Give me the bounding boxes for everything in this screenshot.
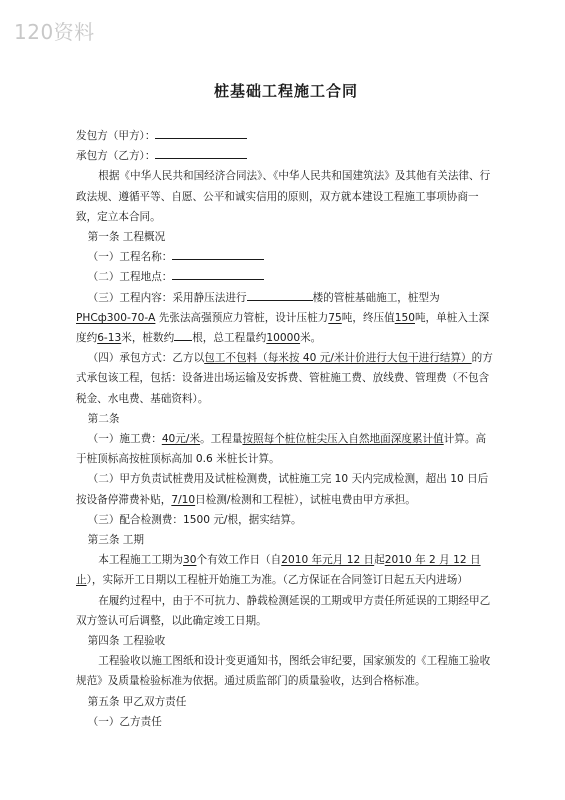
project-site-line (76, 267, 494, 287)
contract-body (76, 126, 494, 732)
test-days: 7/10 (171, 493, 196, 506)
party-b-label: 承包方（乙方）： (76, 150, 156, 163)
mode-text: （四）承包方式：乙方以 (87, 352, 205, 365)
schedule-text: 本工程施工工期为 (98, 554, 183, 567)
pile-type: PHCф300-70-A (76, 311, 156, 324)
fee-text: （一）施工费： (87, 433, 162, 446)
test-text: （二）甲方负责试桩费用及试桩检测费，试桩施工完 10 天内完成检测，超出 10 日后按设备停滞费补贴， (76, 473, 489, 506)
intro-paragraph: 根据《中华人民共和国经济合同法》、《中华人民共和国建筑法》及其他有关法律、行政法规、遵循平等、自愿、公平和诚实信用的原则，双方就本建设工程施工事项协商一致，定立本合同。 (76, 170, 491, 223)
final-pressure-value: 150 (394, 311, 415, 324)
end-date: 2010 年 2 月 12 日止 (76, 554, 481, 587)
inspection-fee-paragraph: （三）配合检测费：1500 元/根，据实结算。 (87, 513, 302, 526)
mode-terms: 包工不包料（每米按 40 元/米计价进行大包干进行结算） (204, 352, 472, 365)
party-a-line (76, 126, 494, 146)
schedule-text: ），实际开工日期以工程桩开始施工为准。（乙方保证在合同签订日起五天内进场） (86, 574, 468, 587)
party-a-label: 发包方（甲方）： (76, 130, 156, 142)
total-length-value: 10000 (266, 332, 301, 345)
article-1-heading: 第一条 工程概况 (87, 231, 166, 244)
content-text: 先张法高强预应力管桩，设计压桩力 (158, 311, 329, 324)
building-blank[interactable] (247, 288, 313, 301)
fee-text: 计算。高于桩顶标高按桩顶标高加 0.6 米桩长计算。 (76, 433, 487, 466)
content-text: （三）工程内容：采用静压法进行 (87, 291, 247, 304)
schedule-text: 起 (374, 554, 385, 567)
delay-paragraph: 在履约过程中，由于不可抗力、静载检测延误的工期或甲方责任所延误的工期经甲乙双方签认可后调整，以此确定竣工日期。 (76, 594, 491, 627)
party-b-blank[interactable] (155, 146, 247, 159)
content-text: 楼的管桩基础施工，桩型为 (312, 291, 440, 304)
project-site-blank[interactable] (172, 267, 264, 280)
schedule-text: 个有效工作日（自 (196, 554, 282, 567)
project-name-line (76, 247, 494, 267)
content-text: 米。 (300, 332, 322, 345)
mode-text: 的方式承包该工程，包括：设备进出场运输及安拆费、管桩施工费、放线费、管理费（不包含税金、水电费、基础资料）。 (76, 352, 493, 405)
project-name-label: （一）工程名称： (87, 251, 173, 264)
content-text: 根，总工程量约 (192, 332, 267, 345)
start-date: 2010 年元月 12 日 (281, 554, 375, 567)
schedule-paragraph (76, 550, 494, 590)
article-4-heading: 第四条 工程验收 (87, 635, 166, 648)
quantity-rule: 按照每个桩位桩尖压入自然地面深度累计值 (242, 433, 444, 446)
article-5-heading: 第五条 甲乙双方责任 (87, 695, 187, 708)
pile-count-blank[interactable] (174, 328, 192, 341)
article-3-heading: 第三条 工期 (87, 534, 144, 547)
contract-mode-paragraph (76, 348, 494, 409)
unit-price: 40元/米 (161, 433, 201, 446)
article-2-heading: 第二条 (87, 412, 120, 425)
content-text: 米，桩数约 (121, 332, 175, 345)
contract-title: 桩基础工程施工合同 (213, 82, 358, 100)
construction-fee-paragraph (76, 429, 494, 469)
project-name-blank[interactable] (172, 247, 264, 260)
party-b-duty-heading: （一）乙方责任 (87, 715, 162, 728)
project-site-label: （二）工程地点： (87, 271, 173, 284)
work-days: 30 (183, 554, 197, 567)
content-text: 吨，终压值 (341, 311, 395, 324)
acceptance-paragraph: 工程验收以施工图纸和设计变更通知书，图纸会审纪要，国家颁发的《工程施工验收规范》及质量检验标准为依据。通过质监部门的质量验收，达到合格标准。 (76, 655, 491, 688)
fee-text: 。工程量 (200, 433, 243, 446)
test-text: 日检测/检测和工程桩），试桩电费由甲方承担。 (195, 493, 416, 506)
party-a-blank[interactable] (155, 126, 247, 139)
test-pile-paragraph (76, 469, 494, 509)
depth-value: 6-13 (97, 332, 122, 345)
pile-force-value: 75 (328, 311, 342, 324)
content-text: 吨，单桩入土深度约 (76, 311, 490, 345)
watermark: 120资料 (14, 20, 95, 44)
project-content-paragraph (76, 288, 494, 349)
party-b-line (76, 146, 494, 166)
